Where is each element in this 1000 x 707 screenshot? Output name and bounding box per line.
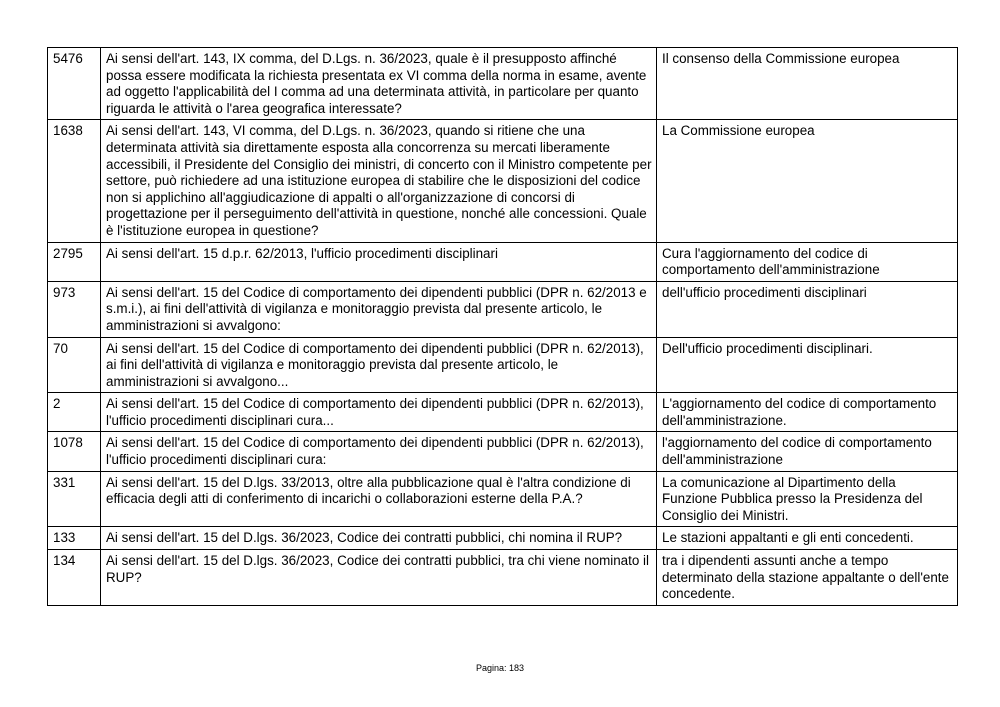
- table-row: [48, 120, 958, 242]
- question-id: 2: [48, 393, 101, 432]
- question-id: 134: [48, 550, 101, 606]
- question-text: Ai sensi dell'art. 15 del Codice di comportamento dei dipendenti pubblici (DPR n. 62/2013 e s.m.i.), ai fini dell'attività di vigilanza e monitoraggio prevista dal presente articolo, le amministrazioni si avvalgono:: [101, 281, 657, 337]
- answer-text: La Commissione europea: [657, 120, 958, 242]
- question-id: 973: [48, 281, 101, 337]
- question-id: 1078: [48, 432, 101, 471]
- question-id: 133: [48, 527, 101, 550]
- question-text: Ai sensi dell'art. 15 del Codice di comportamento dei dipendenti pubblici (DPR n. 62/2013), l'ufficio procedimenti disciplinari cura:: [101, 432, 657, 471]
- answer-text: La comunicazione al Dipartimento della Funzione Pubblica presso la Presidenza del Consiglio dei Ministri.: [657, 471, 958, 527]
- table-row: [48, 281, 958, 337]
- qa-table: [47, 47, 958, 606]
- question-id: 331: [48, 471, 101, 527]
- question-id: 1638: [48, 120, 101, 242]
- table-row: [48, 550, 958, 606]
- question-text: Ai sensi dell'art. 15 del D.lgs. 33/2013, oltre alla pubblicazione qual è l'altra condizione di efficacia degli atti di conferimento di incarichi o collaborazioni esterne della P.A.?: [101, 471, 657, 527]
- question-text: Ai sensi dell'art. 143, IX comma, del D.Lgs. n. 36/2023, quale è il presupposto affinché possa essere modificata la richiesta presentata ex VI comma della norma in esame, avente ad oggetto l'applicabilità del I comma ad una determinata attività, in particolare per quanto riguarda le attività o l'area geografica interessate?: [101, 48, 657, 120]
- answer-text: tra i dipendenti assunti anche a tempo determinato della stazione appaltante o dell'ente concedente.: [657, 550, 958, 606]
- table-row: [48, 242, 958, 281]
- answer-text: Cura l'aggiornamento del codice di comportamento dell'amministrazione: [657, 242, 958, 281]
- table-row: [48, 393, 958, 432]
- answer-text: dell'ufficio procedimenti disciplinari: [657, 281, 958, 337]
- page-number: Pagina: 183: [475, 663, 525, 673]
- table-row: [48, 471, 958, 527]
- answer-text: L'aggiornamento del codice di comportamento dell'amministrazione.: [657, 393, 958, 432]
- question-text: Ai sensi dell'art. 15 d.p.r. 62/2013, l'ufficio procedimenti disciplinari: [101, 242, 657, 281]
- question-text: Ai sensi dell'art. 15 del D.lgs. 36/2023, Codice dei contratti pubblici, tra chi viene nominato il RUP?: [101, 550, 657, 606]
- question-text: Ai sensi dell'art. 15 del Codice di comportamento dei dipendenti pubblici (DPR n. 62/2013), ai fini dell'attività di vigilanza e monitoraggio prevista dal presente articolo, le amministrazioni si avvalgono...: [101, 337, 657, 393]
- question-id: 2795: [48, 242, 101, 281]
- question-text: Ai sensi dell'art. 15 del Codice di comportamento dei dipendenti pubblici (DPR n. 62/2013), l'ufficio procedimenti disciplinari cura...: [101, 393, 657, 432]
- answer-text: Dell'ufficio procedimenti disciplinari.: [657, 337, 958, 393]
- question-id: 70: [48, 337, 101, 393]
- answer-text: Le stazioni appaltanti e gli enti concedenti.: [657, 527, 958, 550]
- question-text: Ai sensi dell'art. 15 del D.lgs. 36/2023, Codice dei contratti pubblici, chi nomina il RUP?: [101, 527, 657, 550]
- table-row: [48, 337, 958, 393]
- table-row: [48, 432, 958, 471]
- answer-text: l'aggiornamento del codice di comportamento dell'amministrazione: [657, 432, 958, 471]
- answer-text: Il consenso della Commissione europea: [657, 48, 958, 120]
- table-row: [48, 527, 958, 550]
- question-id: 5476: [48, 48, 101, 120]
- question-text: Ai sensi dell'art. 143, VI comma, del D.Lgs. n. 36/2023, quando si ritiene che una determinata attività sia direttamente esposta alla concorrenza su mercati liberamente accessibili, il Presidente del Consiglio dei ministri, di concerto con il Ministro competente per settore, può richiedere ad una istituzione europea di stabilire che le disposizioni del codice non si applichino all'aggiudicazione di appalti o all'organizzazione di concorsi di progettazione per il perseguimento dell'attività in questione, nonché alle concessioni. Quale è l'istituzione europea in questione?: [101, 120, 657, 242]
- table-row: [48, 48, 958, 120]
